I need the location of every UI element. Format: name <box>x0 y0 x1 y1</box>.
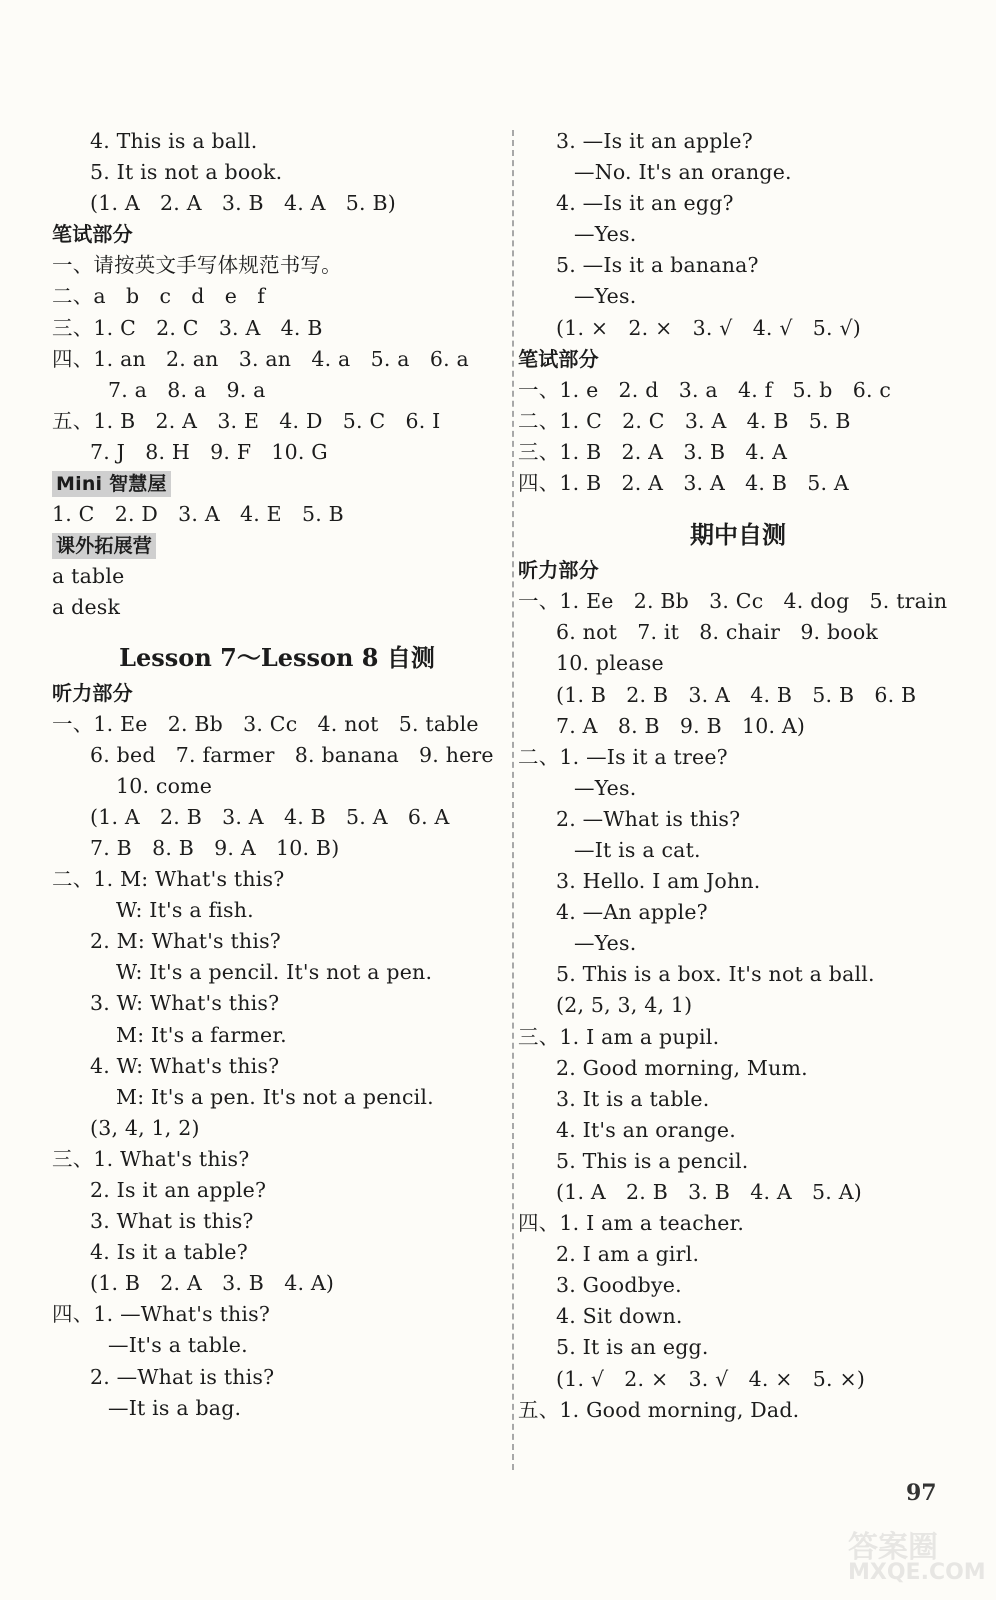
answer-line: —No. It's an orange. <box>574 160 792 185</box>
answer-line: 4. This is a ball. <box>90 129 258 153</box>
answer-line: 一、1. e 2. d 3. a 4. f 5. b 6. c <box>518 377 892 402</box>
answer-line: a table <box>52 564 125 589</box>
answer-line: 2. Good morning, Mum. <box>556 1055 808 1080</box>
answer-line: 四、1. I am a teacher. <box>518 1211 745 1236</box>
answer-line: 4. Is it a table? <box>90 1240 248 1265</box>
tag-line <box>52 468 502 499</box>
answer-line: 1. C 2. D 3. A 4. E 5. B <box>52 502 344 527</box>
answer-line: 5. It is an egg. <box>556 1335 709 1360</box>
answer-line: 3. Goodbye. <box>556 1273 682 1298</box>
answer-line: 2. I am a girl. <box>556 1242 700 1267</box>
section-label: 听力部分 <box>52 680 133 705</box>
answer-line: 二、a b c d e f <box>52 284 266 309</box>
answer-line: 二、1. M: What's this? <box>52 867 285 892</box>
answer-line: (1. A 2. A 3. B 4. A 5. B) <box>90 191 396 216</box>
section-label: 笔试部分 <box>52 222 133 247</box>
answer-line: 7. B 8. B 9. A 10. B) <box>90 835 340 860</box>
answer-line: (1. B 2. B 3. A 4. B 5. B 6. B <box>556 682 917 707</box>
answer-line: —It's a table. <box>108 1333 248 1358</box>
section-heading: Lesson 7～Lesson 8 自测 <box>119 642 435 672</box>
section-label: 听力部分 <box>518 558 599 583</box>
answer-line: (1. × 2. × 3. √ 4. √ 5. √) <box>556 315 861 340</box>
answer-line: —Yes. <box>574 775 637 800</box>
answer-line: 2. Is it an apple? <box>90 1178 267 1202</box>
answer-line: 4. It's an orange. <box>556 1117 736 1142</box>
answer-line: a desk <box>52 595 121 620</box>
page-number: 97 <box>906 1480 937 1506</box>
answer-line: 5. This is a pencil. <box>556 1148 749 1173</box>
answer-line: M: It's a farmer. <box>116 1022 287 1047</box>
answer-line: 3. What is this? <box>90 1209 254 1234</box>
watermark-logo <box>844 1522 984 1592</box>
answer-line: 5. This is a box. It's not a ball. <box>556 962 875 987</box>
answer-line: 7. A 8. B 9. B 10. A) <box>556 713 806 738</box>
watermark-text: 答案圈 <box>848 1530 938 1565</box>
answer-line: 2. —What is this? <box>90 1364 275 1389</box>
section-tag: Mini 智慧屋 <box>52 471 171 497</box>
answer-line: 3. It is a table. <box>556 1086 710 1111</box>
answer-line: (1. √ 2. × 3. √ 4. × 5. ×) <box>556 1366 866 1391</box>
answer-line: —It is a bag. <box>108 1395 242 1420</box>
answer-line: —Yes. <box>574 284 637 309</box>
answer-line: —Yes. <box>574 931 637 956</box>
answer-line: 2. —What is this? <box>556 806 741 831</box>
answer-line: (1. A 2. B 3. A 4. B 5. A 6. A <box>90 804 450 829</box>
answer-line: 10. come <box>116 773 213 798</box>
answer-line: 四、1. an 2. an 3. an 4. a 5. a 6. a <box>52 346 469 371</box>
section-label: 笔试部分 <box>518 346 599 371</box>
answer-line: 三、1. I am a pupil. <box>518 1024 720 1049</box>
answer-line: 二、1. —Is it a tree? <box>518 744 728 769</box>
right-column <box>518 126 958 1426</box>
answer-line: 3. W: What's this? <box>90 991 280 1016</box>
answer-line: 6. not 7. it 8. chair 9. book <box>556 620 879 645</box>
answer-line: 3. Hello. I am John. <box>556 869 761 894</box>
answer-line: W: It's a pencil. It's not a pen. <box>116 960 433 985</box>
answer-line: 一、1. Ee 2. Bb 3. Cc 4. dog 5. train <box>518 589 948 614</box>
column-divider <box>512 130 514 1470</box>
answer-line: 3. —Is it an apple? <box>556 129 753 153</box>
answer-line: 4. Sit down. <box>556 1304 683 1329</box>
answer-line: (3, 4, 1, 2) <box>90 1115 200 1140</box>
answer-line: 五、1. B 2. A 3. E 4. D 5. C 6. I <box>52 408 441 433</box>
answer-line: 7. a 8. a 9. a <box>108 377 266 402</box>
answer-line: M: It's a pen. It's not a pencil. <box>116 1084 434 1109</box>
answer-line: 6. bed 7. farmer 8. banana 9. here <box>90 742 494 767</box>
answer-line: 一、请按英文手写体规范书写。 <box>52 253 342 278</box>
answer-line: 三、1. B 2. A 3. B 4. A <box>518 439 788 464</box>
answer-line: (1. A 2. B 3. B 4. A 5. A) <box>556 1180 862 1204</box>
answer-line: 三、1. C 2. C 3. A 4. B <box>52 315 323 340</box>
answer-line: 4. —An apple? <box>556 900 708 925</box>
answer-line: —Yes. <box>574 222 637 247</box>
answer-line: (2, 5, 3, 4, 1) <box>556 993 693 1018</box>
answer-line: 五、1. Good morning, Dad. <box>518 1397 800 1422</box>
tag-line <box>52 530 502 561</box>
answer-line: (1. B 2. A 3. B 4. A) <box>90 1271 335 1296</box>
section-heading: 期中自测 <box>690 520 786 550</box>
answer-line: 7. J 8. H 9. F 10. G <box>90 439 328 464</box>
answer-line: 5. —Is it a banana? <box>556 253 759 278</box>
answer-line: W: It's a fish. <box>116 898 254 923</box>
answer-line: 四、1. —What's this? <box>52 1302 271 1327</box>
answer-line: 2. M: What's this? <box>90 929 282 954</box>
watermark-url: MXQE.COM <box>848 1560 986 1585</box>
answer-line: 10. please <box>556 651 664 676</box>
answer-line: 四、1. B 2. A 3. A 4. B 5. A <box>518 471 849 496</box>
answer-line: 三、1. What's this? <box>52 1146 250 1171</box>
left-column <box>52 126 502 1424</box>
section-tag: 课外拓展营 <box>52 533 156 559</box>
answer-line: 5. It is not a book. <box>90 160 283 185</box>
answer-line: 一、1. Ee 2. Bb 3. Cc 4. not 5. table <box>52 711 479 736</box>
answer-line: 4. —Is it an egg? <box>556 191 734 216</box>
answer-line: 二、1. C 2. C 3. A 4. B 5. B <box>518 408 851 433</box>
answer-line: 4. W: What's this? <box>90 1053 280 1078</box>
answer-line: —It is a cat. <box>574 837 701 862</box>
